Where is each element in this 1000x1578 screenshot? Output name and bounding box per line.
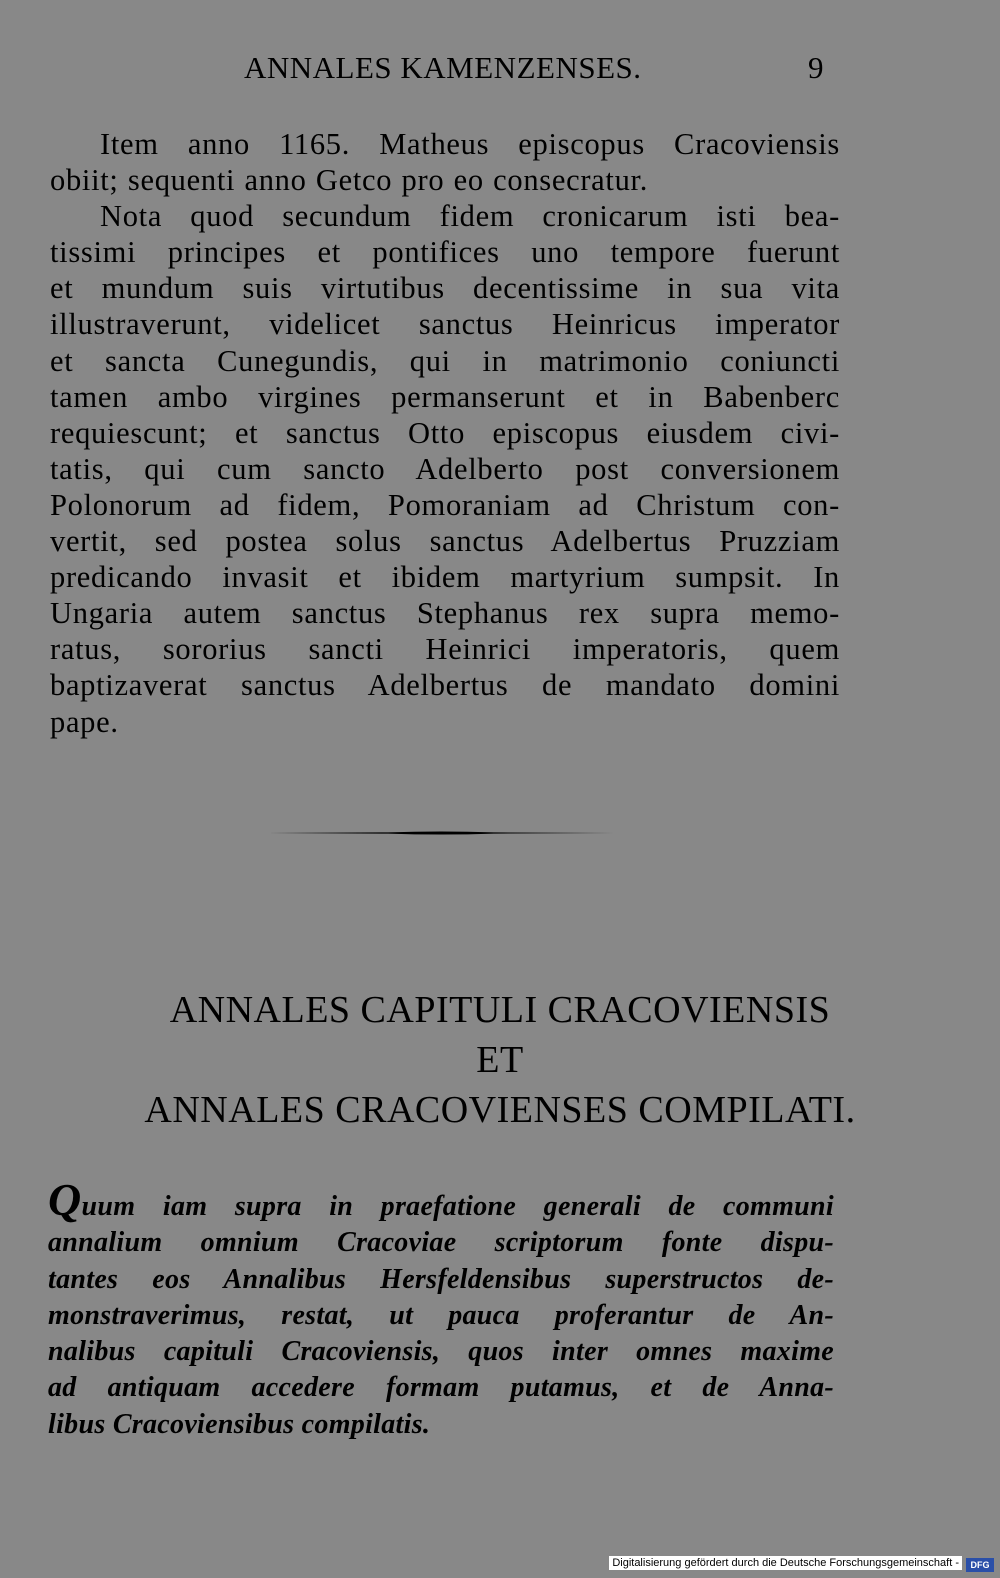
intro-line <box>48 1174 834 1225</box>
page-number: 9 <box>808 50 824 85</box>
body-line: pape. <box>50 704 119 739</box>
body-line: tatis, qui cum sancto Adelberto post conversionem <box>50 451 840 486</box>
body-line: tissimi principes et pontifices uno tempore fuerunt <box>50 235 840 270</box>
running-head <box>0 50 1000 90</box>
intro-line: annalium omnium Cracoviae scriptorum fonte dispu- <box>48 1227 834 1259</box>
section-title-line: ANNALES CRACOVIENSES COMPILATI. <box>144 1089 856 1131</box>
body-line: tamen ambo virgines permanserunt et in Babenberc <box>50 379 840 414</box>
body-line: et sancta Cunegundis, qui in matrimonio coniuncti <box>50 343 840 378</box>
body-line: vertit, sed postea solus sanctus Adelbertus Pruzziam <box>50 524 840 559</box>
running-title: ANNALES KAMENZENSES. <box>244 50 642 85</box>
intro-line: nalibus capituli Cracoviensis, quos inter omnes maxime <box>48 1336 834 1368</box>
drop-cap: Q <box>48 1174 82 1225</box>
body-line: Nota quod secundum fidem cronicarum isti bea- <box>100 199 840 234</box>
intro-line: ad antiquam accedere formam putamus, et de Anna- <box>48 1372 834 1404</box>
body-line: et mundum suis virtutibus decentissime in sua vita <box>50 271 840 306</box>
intro-line: monstraverimus, restat, ut pauca proferantur de An- <box>48 1299 834 1331</box>
body-line: Ungaria autem sanctus Stephanus rex supra memo- <box>50 596 840 631</box>
body-text <box>50 126 840 740</box>
body-line: baptizaverat sanctus Adelbertus de mandato domini <box>50 668 840 703</box>
intro-first-line-text: uum iam supra in praefatione generali de communi <box>81 1191 834 1222</box>
body-line: Polonorum ad fidem, Pomoraniam ad Christum con- <box>50 487 840 522</box>
intro-line: tantes eos Annalibus Hersfeldensibus superstructos de- <box>48 1263 834 1295</box>
section-title-line: ANNALES CAPITULI CRACOVIENSIS <box>169 989 831 1031</box>
body-line: Item anno 1165. Matheus episcopus Cracoviensis <box>100 127 840 161</box>
section-title <box>0 985 1000 1135</box>
section-divider-rule <box>268 830 614 836</box>
intro-paragraph <box>48 1174 834 1443</box>
dfg-logo: DFG <box>966 1558 994 1572</box>
digitization-credit: Digitalisierung gefördert durch die Deutsche Forschungsgemeinschaft - <box>609 1556 962 1570</box>
body-line: obiit; sequenti anno Getco pro eo consecratur. <box>50 163 649 198</box>
body-line: predicando invasit et ibidem martyrium sumpsit. In <box>50 560 840 595</box>
body-line: requiescunt; et sanctus Otto episcopus eiusdem civi- <box>50 415 840 450</box>
intro-line: libus Cracoviensibus compilatis. <box>48 1408 431 1440</box>
body-line: ratus, sororius sancti Heinrici imperatoris, quem <box>50 632 840 667</box>
section-title-line: ET <box>476 1039 524 1081</box>
body-line: illustraverunt, videlicet sanctus Heinricus imperator <box>50 307 840 342</box>
